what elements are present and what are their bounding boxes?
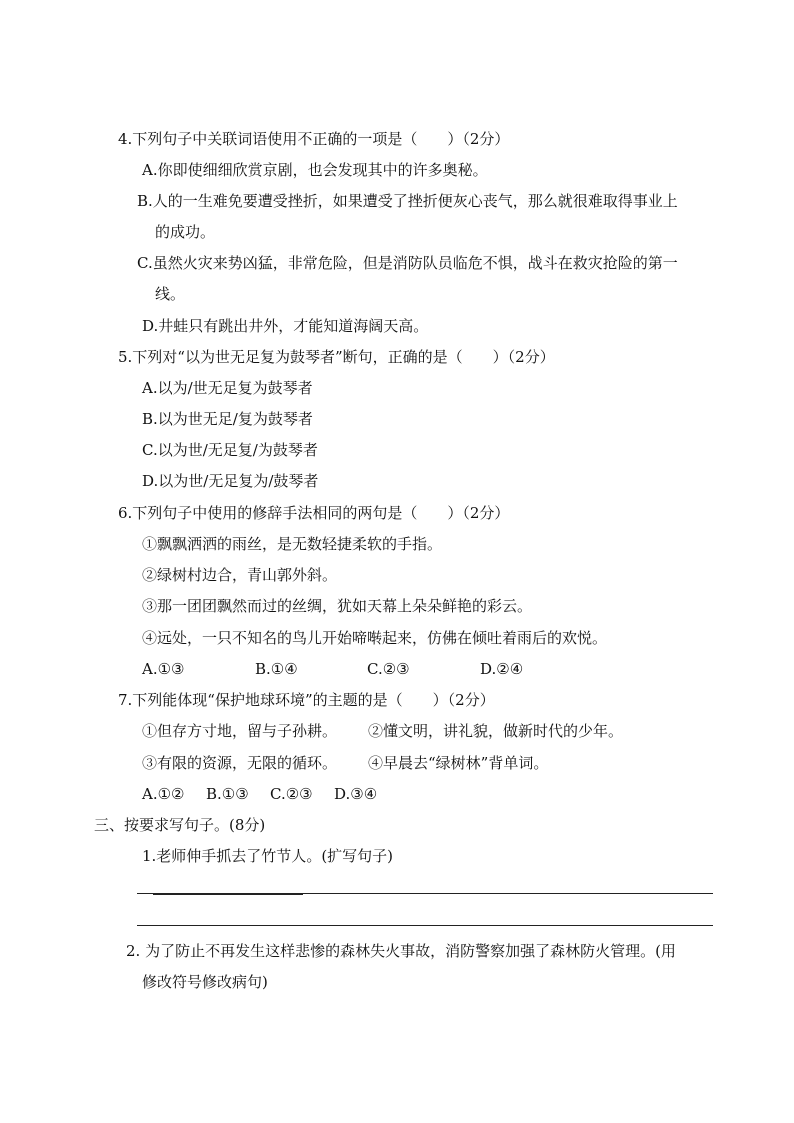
q5-option-c: C.以为世/无足复/为鼓琴者 [142,441,318,459]
q5-option-b: B.以为世无足/复为鼓琴者 [142,410,313,428]
sec3-q2-line1: 2. 为了防止不再发生这样悲惨的森林失火事故，消防警察加强了森林防火管理。(用 [126,942,676,960]
answer-line-1-overlay [153,893,303,895]
q6-sentence-4: ④远处，一只不知名的鸟儿开始啼啭起来，仿佛在倾吐着雨后的欢悦。 [142,629,608,647]
q4-option-b-line2: 的成功。 [155,223,216,241]
q6-option-a: A.①③ [142,660,185,678]
q6-option-d: D.②④ [480,660,524,678]
q4-option-b-line1: B.人的一生难免要遭受挫折，如果遭受了挫折便灰心丧气，那么就很难取得事业上 [137,192,678,210]
q4-option-a: A.你即使细细欣赏京剧，也会发现其中的许多奥秘。 [142,161,488,179]
q7-option-d: D.③④ [334,785,378,803]
section-3-heading: 三、按要求写句子。(8分) [94,816,266,834]
q7-stem: 7.下列能体现“保护地球环境”的主题的是（ ）（2分） [118,691,495,709]
q7-option-b: B.①③ [206,785,249,803]
q5-option-d: D.以为世/无足复为/鼓琴者 [142,472,319,490]
q7-sentence-3: ③有限的资源，无限的循环。 [142,754,338,772]
answer-line-2[interactable] [137,925,713,926]
q4-stem: 4.下列句子中关联词语使用不正确的一项是（ ）（2分） [118,130,510,148]
q7-sentence-4: ④早晨去“绿树林”背单词。 [368,754,549,772]
q5-stem: 5.下列对“以为世无足复为鼓琴者”断句，正确的是（ ）（2分） [118,348,555,366]
q4-option-d: D.井蛙只有跳出井外，才能知道海阔天高。 [142,317,429,335]
q5-option-a: A.以为/世无足复为鼓琴者 [142,379,313,397]
q7-option-c: C.②③ [270,785,313,803]
q6-sentence-1: ①飘飘洒洒的雨丝，是无数轻捷柔软的手指。 [142,535,443,553]
q4-option-c-line2: 线。 [155,285,186,303]
q6-option-c: C.②③ [367,660,410,678]
q6-stem: 6.下列句子中使用的修辞手法相同的两句是（ ）（2分） [118,504,510,522]
q7-option-a: A.①② [142,785,185,803]
q4-option-c-line1: C.虽然火灾来势凶猛，非常危险，但是消防队员临危不惧，战斗在救灾抢险的第一 [137,254,678,272]
q7-sentence-2: ②懂文明，讲礼貌，做新时代的少年。 [368,722,624,740]
q7-sentence-1: ①但存方寸地，留与子孙耕。 [142,722,338,740]
q6-option-b: B.①④ [255,660,298,678]
sec3-q1: 1.老师伸手抓去了竹节人。(扩写句子) [142,847,394,865]
q6-sentence-3: ③那一团团飘然而过的丝绸，犹如天幕上朵朵鲜艳的彩云。 [142,597,533,615]
sec3-q2-line2: 修改符号修改病句) [142,973,268,991]
q6-sentence-2: ②绿树村边合，青山郭外斜。 [142,566,338,584]
